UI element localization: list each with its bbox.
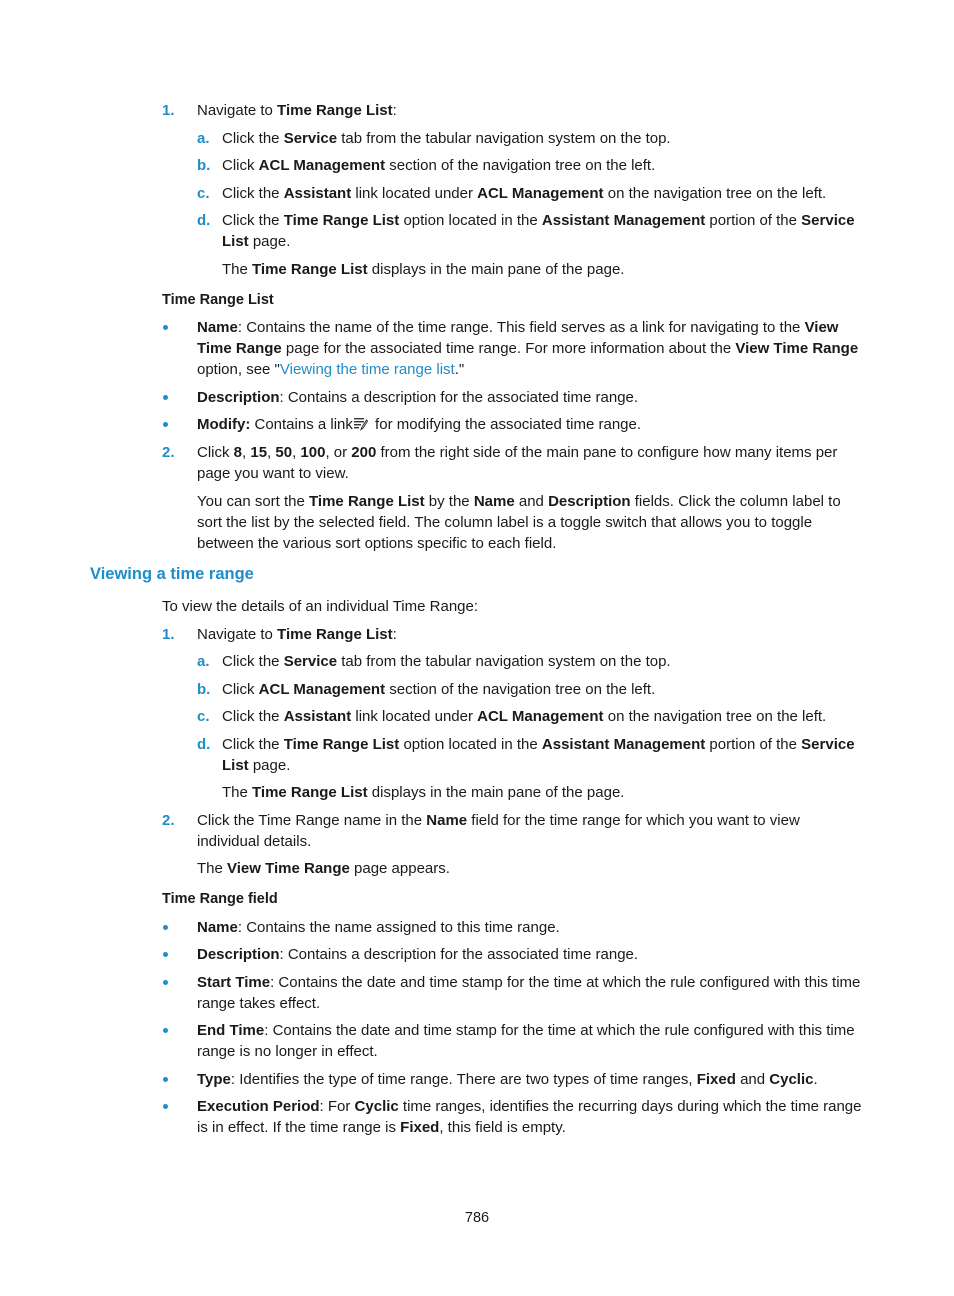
- bullet-text: Start Time: Contains the date and time stamp for the time at which the rule configured with this time range takes effect.: [197, 974, 861, 1012]
- step-note: The Time Range List displays in the main pane of the page.: [222, 261, 625, 278]
- table-caption: Time Range List: [162, 292, 274, 308]
- section-heading: Viewing a time range: [90, 565, 254, 583]
- bullet-text: End Time: Contains the date and time stamp for the time at which the rule configured with this time range is no longer in effect.: [197, 1022, 855, 1060]
- bullet-text: Type: Identifies the type of time range. There are two types of time ranges, Fixed and Cyclic.: [197, 1071, 818, 1088]
- step-note: The Time Range List displays in the main pane of the page.: [222, 784, 625, 801]
- substep-text: Click the Assistant link located under ACL Management on the navigation tree on the left.: [222, 185, 827, 202]
- bullet-text: Description: Contains a description for the associated time range.: [197, 389, 639, 406]
- cross-reference-link[interactable]: Viewing the time range list: [279, 361, 455, 378]
- intro-text: To view the details of an individual Time Range:: [162, 598, 479, 615]
- step-number: 2.: [162, 444, 175, 461]
- bullet-text: Name: Contains the name assigned to this time range.: [197, 919, 560, 936]
- step-number: 1.: [162, 102, 175, 119]
- bullet-dot: [163, 1104, 168, 1109]
- substep-letter: c.: [197, 185, 210, 202]
- substep-text: Click the Time Range List option located in the Assistant Management portion of the Service List page.: [222, 736, 855, 774]
- step-number: 1.: [162, 626, 175, 643]
- substep-text: Click the Service tab from the tabular navigation system on the top.: [222, 653, 671, 670]
- bullet-text: Name: Contains the name of the time range. This field serves as a link for navigating to the View Time Range page for the associated time range. For more information about the View Time Range option, see "Viewing the time range list.": [197, 319, 859, 378]
- step-text: Navigate to Time Range List:: [197, 626, 397, 643]
- substep-letter: b.: [197, 157, 211, 174]
- substep-letter: d.: [197, 212, 211, 229]
- step-text: Click the Time Range name in the Name field for the time range for which you want to view individual details.: [197, 812, 800, 850]
- bullet-dot: [163, 1077, 168, 1082]
- step-text: Navigate to Time Range List:: [197, 102, 397, 119]
- bullet-dot: [163, 980, 168, 985]
- table-caption: Time Range field: [162, 891, 278, 907]
- bullet-dot: [163, 325, 168, 330]
- bullet-text: Modify: Contains a link for modifying the associated time range.: [197, 416, 642, 433]
- bullet-dot: [163, 422, 168, 427]
- step-note: The View Time Range page appears.: [197, 860, 450, 877]
- bullet-dot: [163, 395, 168, 400]
- substep-letter: c.: [197, 708, 210, 725]
- substep-text: Click the Assistant link located under ACL Management on the navigation tree on the left.: [222, 708, 827, 725]
- step-number: 2.: [162, 812, 175, 829]
- bullet-dot: [163, 925, 168, 930]
- bullet-text: Description: Contains a description for the associated time range.: [197, 946, 639, 963]
- bullet-dot: [163, 1028, 168, 1033]
- page-number: 786: [464, 1210, 490, 1226]
- substep-text: Click ACL Management section of the navigation tree on the left.: [222, 157, 656, 174]
- step-note: You can sort the Time Range List by the Name and Description fields. Click the column label to sort the list by the selected field. The column label is a toggle switch that allows you to toggle between the various sort options specific to each field.: [197, 493, 841, 552]
- step-text: Click 8, 15, 50, 100, or 200 from the right side of the main pane to configure how many items per page you want to view.: [197, 444, 838, 482]
- substep-letter: a.: [197, 130, 210, 147]
- substep-letter: b.: [197, 681, 211, 698]
- edit-icon: [353, 416, 368, 431]
- substep-letter: a.: [197, 653, 210, 670]
- bullet-text: Execution Period: For Cyclic time ranges, identifies the recurring days during which the time range is in effect. If the time range is Fixed, this field is empty.: [197, 1098, 862, 1136]
- substep-text: Click ACL Management section of the navigation tree on the left.: [222, 681, 656, 698]
- substep-text: Click the Service tab from the tabular navigation system on the top.: [222, 130, 671, 147]
- substep-text: Click the Time Range List option located in the Assistant Management portion of the Service List page.: [222, 212, 855, 250]
- substep-letter: d.: [197, 736, 211, 753]
- bullet-dot: [163, 952, 168, 957]
